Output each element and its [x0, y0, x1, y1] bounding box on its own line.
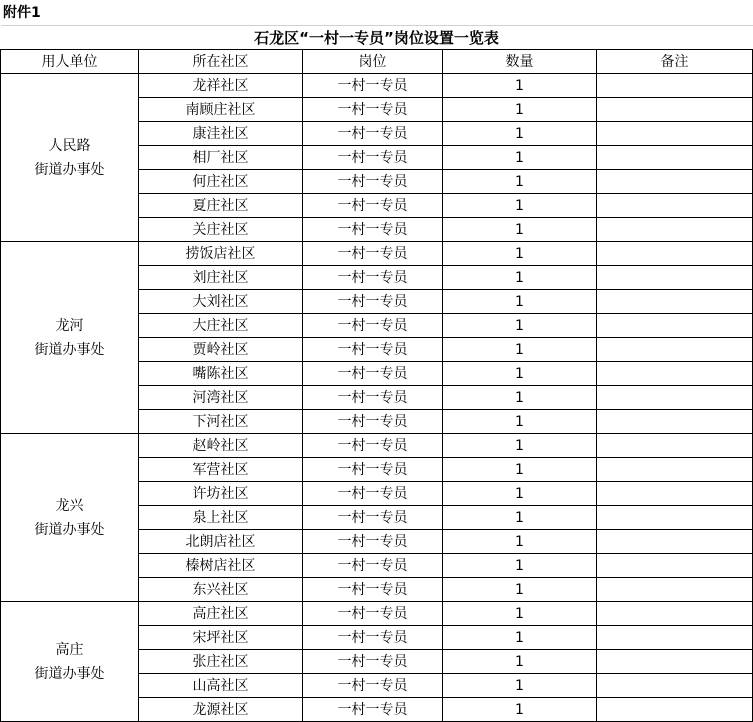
header-row [1, 50, 753, 74]
count-cell: 1 [443, 362, 597, 386]
table-row [1, 602, 753, 626]
count-cell: 1 [443, 578, 597, 602]
community-cell: 贾岭社区 [139, 338, 303, 362]
note-cell [597, 290, 753, 314]
count-cell: 1 [443, 146, 597, 170]
unit-name-line1: 龙河 [55, 317, 84, 334]
unit-cell [1, 602, 139, 722]
count-cell: 1 [443, 218, 597, 242]
post-cell: 一村一专员 [303, 650, 443, 674]
community-cell: 相厂社区 [139, 146, 303, 170]
community-cell: 赵岭社区 [139, 434, 303, 458]
post-cell: 一村一专员 [303, 530, 443, 554]
community-cell: 夏庄社区 [139, 194, 303, 218]
note-cell [597, 626, 753, 650]
note-cell [597, 338, 753, 362]
post-cell: 一村一专员 [303, 626, 443, 650]
note-cell [597, 602, 753, 626]
community-cell: 高庄社区 [139, 602, 303, 626]
post-cell: 一村一专员 [303, 698, 443, 722]
header-post: 岗位 [303, 50, 443, 74]
count-cell: 1 [443, 74, 597, 98]
community-cell: 北朗店社区 [139, 530, 303, 554]
note-cell [597, 458, 753, 482]
post-cell: 一村一专员 [303, 242, 443, 266]
note-cell [597, 218, 753, 242]
note-cell [597, 434, 753, 458]
post-cell: 一村一专员 [303, 266, 443, 290]
unit-name-line2: 街道办事处 [34, 665, 105, 682]
note-cell [597, 410, 753, 434]
unit-name-line1: 龙兴 [55, 497, 84, 514]
unit-cell [1, 242, 139, 434]
count-cell: 1 [443, 314, 597, 338]
post-cell: 一村一专员 [303, 170, 443, 194]
note-cell [597, 482, 753, 506]
post-cell: 一村一专员 [303, 458, 443, 482]
community-cell: 何庄社区 [139, 170, 303, 194]
header-unit: 用人单位 [1, 50, 139, 74]
note-cell [597, 98, 753, 122]
community-cell: 军营社区 [139, 458, 303, 482]
post-cell: 一村一专员 [303, 602, 443, 626]
community-cell: 康洼社区 [139, 122, 303, 146]
community-cell: 捞饭店社区 [139, 242, 303, 266]
count-cell: 1 [443, 554, 597, 578]
note-cell [597, 386, 753, 410]
note-cell [597, 650, 753, 674]
unit-name-line2: 街道办事处 [34, 521, 105, 538]
count-cell: 1 [443, 98, 597, 122]
attachment-label: 附件1 [3, 5, 41, 21]
post-cell: 一村一专员 [303, 554, 443, 578]
table-row [1, 242, 753, 266]
note-cell [597, 554, 753, 578]
community-cell: 龙源社区 [139, 698, 303, 722]
note-cell [597, 170, 753, 194]
count-cell: 1 [443, 530, 597, 554]
unit-name-line2: 街道办事处 [34, 161, 105, 178]
header-community: 所在社区 [139, 50, 303, 74]
post-cell: 一村一专员 [303, 674, 443, 698]
count-cell: 1 [443, 698, 597, 722]
post-cell: 一村一专员 [303, 410, 443, 434]
post-cell: 一村一专员 [303, 434, 443, 458]
count-cell: 1 [443, 122, 597, 146]
community-cell: 东兴社区 [139, 578, 303, 602]
note-cell [597, 362, 753, 386]
post-cell: 一村一专员 [303, 338, 443, 362]
note-cell [597, 314, 753, 338]
table-row [1, 434, 753, 458]
count-cell: 1 [443, 410, 597, 434]
note-cell [597, 698, 753, 722]
header-note: 备注 [597, 50, 753, 74]
community-cell: 许坊社区 [139, 482, 303, 506]
unit-cell [1, 74, 139, 242]
post-cell: 一村一专员 [303, 74, 443, 98]
unit-name-line1: 高庄 [55, 641, 84, 658]
post-cell: 一村一专员 [303, 98, 443, 122]
post-cell: 一村一专员 [303, 218, 443, 242]
note-cell [597, 578, 753, 602]
count-cell: 1 [443, 650, 597, 674]
count-cell: 1 [443, 290, 597, 314]
count-cell: 1 [443, 506, 597, 530]
note-cell [597, 122, 753, 146]
community-cell: 张庄社区 [139, 650, 303, 674]
post-cell: 一村一专员 [303, 290, 443, 314]
community-cell: 泉上社区 [139, 506, 303, 530]
note-cell [597, 506, 753, 530]
count-cell: 1 [443, 674, 597, 698]
count-cell: 1 [443, 626, 597, 650]
count-cell: 1 [443, 458, 597, 482]
community-cell: 山高社区 [139, 674, 303, 698]
count-cell: 1 [443, 194, 597, 218]
table-row [1, 74, 753, 98]
community-cell: 南顾庄社区 [139, 98, 303, 122]
community-cell: 大庄社区 [139, 314, 303, 338]
post-cell: 一村一专员 [303, 146, 443, 170]
community-cell: 刘庄社区 [139, 266, 303, 290]
count-cell: 1 [443, 266, 597, 290]
post-cell: 一村一专员 [303, 506, 443, 530]
count-cell: 1 [443, 434, 597, 458]
post-cell: 一村一专员 [303, 386, 443, 410]
header-count: 数量 [443, 50, 597, 74]
community-cell: 河湾社区 [139, 386, 303, 410]
post-cell: 一村一专员 [303, 362, 443, 386]
community-cell: 下河社区 [139, 410, 303, 434]
count-cell: 1 [443, 338, 597, 362]
unit-cell [1, 434, 139, 602]
community-cell: 宋坪社区 [139, 626, 303, 650]
count-cell: 1 [443, 170, 597, 194]
count-cell: 1 [443, 602, 597, 626]
community-cell: 龙祥社区 [139, 74, 303, 98]
note-cell [597, 74, 753, 98]
note-cell [597, 674, 753, 698]
count-cell: 1 [443, 386, 597, 410]
post-cell: 一村一专员 [303, 194, 443, 218]
note-cell [597, 530, 753, 554]
count-cell: 1 [443, 482, 597, 506]
unit-name-line2: 街道办事处 [34, 341, 105, 358]
community-cell: 关庄社区 [139, 218, 303, 242]
note-cell [597, 242, 753, 266]
post-cell: 一村一专员 [303, 314, 443, 338]
community-cell: 嘴陈社区 [139, 362, 303, 386]
note-cell [597, 146, 753, 170]
post-cell: 一村一专员 [303, 578, 443, 602]
post-table [0, 25, 753, 722]
note-cell [597, 194, 753, 218]
title-row [1, 26, 753, 50]
community-cell: 大刘社区 [139, 290, 303, 314]
community-cell: 榛树店社区 [139, 554, 303, 578]
unit-name-line1: 人民路 [48, 137, 91, 154]
post-cell: 一村一专员 [303, 482, 443, 506]
table-title: 石龙区“一村一专员”岗位设置一览表 [1, 26, 753, 50]
count-cell: 1 [443, 242, 597, 266]
note-cell [597, 266, 753, 290]
post-cell: 一村一专员 [303, 122, 443, 146]
